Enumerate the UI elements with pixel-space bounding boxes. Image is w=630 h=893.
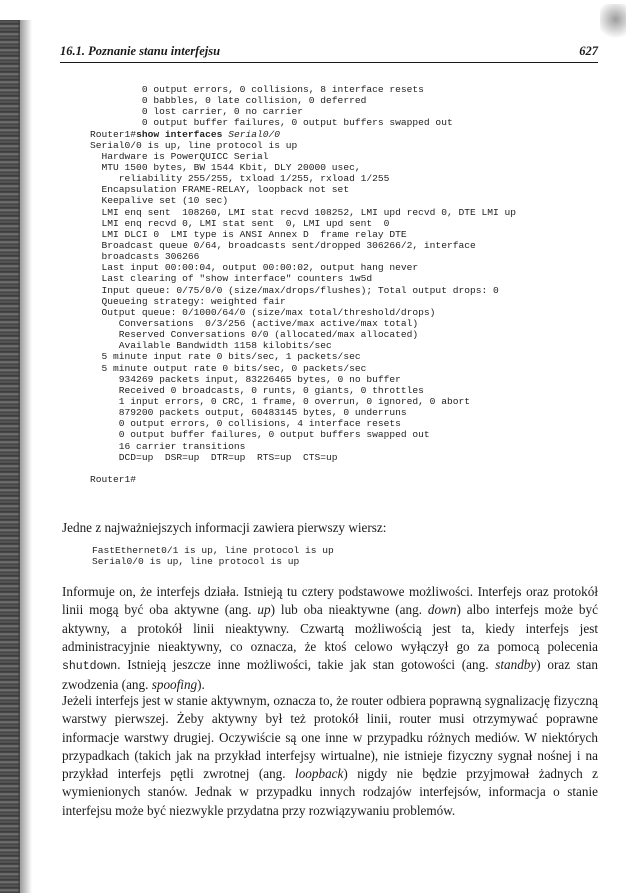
- code-segment: reliability 255/255, txload 1/255, rxload 1/255: [90, 173, 390, 185]
- code-segment: LMI enq recvd 0, LMI stat sent 0, LMI upd sent 0: [90, 217, 390, 229]
- code-line: [90, 117, 610, 128]
- code-segment: Queueing strategy: weighted fair: [90, 295, 286, 307]
- code-line: [90, 195, 610, 206]
- paragraph-interface-states: [62, 583, 598, 695]
- code-segment: Hardware is PowerQUICC Serial: [90, 150, 269, 162]
- code-line: [90, 329, 610, 340]
- code-line: [90, 95, 610, 106]
- code-line: [90, 452, 610, 463]
- code-line: [90, 173, 610, 184]
- code-segment: Broadcast queue 0/64, broadcasts sent/dropped 306266/2, interface: [90, 239, 476, 251]
- code-segment: Last clearing of "show interface" counters 1w5d: [90, 273, 373, 285]
- code-segment: Router1#: [90, 128, 137, 140]
- text-run: Informuje on, że interfejs działa. Istnieją tu cztery podstawowe możliwości. Interfejs oraz protokół linii mogą być oba aktywne (ang.: [62, 584, 598, 618]
- emphasis-term: spoofing: [151, 677, 198, 693]
- running-header: [60, 44, 598, 63]
- text-run: ) lub oba nieaktywne (ang.: [270, 602, 428, 618]
- paragraph-active-interface: [62, 692, 598, 820]
- code-segment: broadcasts 306266: [90, 251, 200, 263]
- code-line: [90, 351, 610, 362]
- code-line: [90, 396, 610, 407]
- page-number: 627: [579, 44, 598, 58]
- code-segment: 879200 packets output, 60483145 bytes, 0 underruns: [90, 407, 407, 419]
- code-line: [90, 429, 610, 440]
- code-line: [90, 262, 610, 273]
- text-run: ) nigdy nie będzie przyjmował żadnych z wymienionych stanów. Jednak w przypadku innych rodzajów interfejsów, informacja o stanie interfejsu może być niezwykle przydatna przy rozwiązywaniu problemów.: [62, 766, 598, 818]
- scan-binding-shadow: [18, 20, 32, 893]
- text-run: ) albo interfejs może być aktywny, a protokół linii nieaktywny. Czwartą możliwością jest ta, kiedy interfejs jest administracyjnie nieaktywny, co oznacza, że ktoś celowo wyłączył go za pomocą polecenia: [62, 602, 598, 654]
- code-segment: Output queue: 0/1000/64/0 (size/max total/threshold/drops): [90, 306, 436, 318]
- code-line: [90, 240, 610, 251]
- code-line: [90, 251, 610, 262]
- code-segment: 16 carrier transitions: [90, 440, 246, 452]
- code-segment: 0 output errors, 0 collisions, 4 interface resets: [90, 418, 401, 430]
- code-line: [90, 218, 610, 229]
- code-segment: DCD=up DSR=up DTR=up RTS=up CTS=up: [90, 451, 338, 463]
- code-line: [90, 441, 610, 452]
- code-segment: Reserved Conversations 0/0 (allocated/max allocated): [90, 329, 419, 341]
- code-line: FastEthernet0/1 is up, line protocol is up: [92, 545, 334, 556]
- scan-binding-edge: [0, 20, 20, 893]
- code-line: [90, 207, 610, 218]
- code-segment: 934269 packets input, 83226465 bytes, 0 no buffer: [90, 373, 401, 385]
- code-line: [90, 474, 610, 485]
- code-line: [90, 285, 610, 296]
- text-run: ).: [197, 677, 205, 693]
- code-line: [90, 418, 610, 429]
- code-segment: 0 babbles, 0 late collision, 0 deferred: [90, 95, 367, 107]
- code-segment: LMI enq sent 108260, LMI stat recvd 108252, LMI upd recvd 0, DTE LMI up: [90, 206, 517, 218]
- code-line: Serial0/0 is up, line protocol is up: [92, 556, 300, 568]
- code-line: [90, 273, 610, 284]
- text-run: Jeżeli interfejs jest w stanie aktywnym, oznacza to, że router odbiera poprawną sygnalizację fizyczną warstwy pierwszej. Żeby aktywny był też protokół linii, router musi otrzymywać poprawne informacje warstwy drugiej. Oczywiście są one inne w przypadku różnych mediów. W niektórych przypadkach (takich jak na przykład interfejsy wirtualne), nie istnieje fizyczny sygnał nośnej i na przykład interfejs pętli zwrotnej (ang.: [62, 693, 598, 782]
- code-line: [90, 184, 610, 195]
- code-line: [90, 84, 610, 95]
- code-segment: Serial0/0 is up, line protocol is up: [90, 139, 298, 151]
- code-line: [90, 106, 610, 117]
- code-line: [90, 340, 610, 351]
- scan-corner-smudge: [600, 4, 626, 42]
- code-segment: show interfaces: [136, 128, 229, 140]
- code-segment: Router1#: [90, 473, 137, 485]
- code-line: [90, 363, 610, 374]
- code-segment: Input queue: 0/75/0/0 (size/max/drops/flushes); Total output drops: 0: [90, 284, 499, 296]
- code-segment: 5 minute output rate 0 bits/sec, 0 packets/sec: [90, 362, 367, 374]
- emphasis-term: loopback: [295, 766, 344, 782]
- code-line: [90, 407, 610, 418]
- code-line: [90, 151, 610, 162]
- code-line: [90, 129, 610, 140]
- code-segment: Last input 00:00:04, output 00:00:02, output hang never: [90, 262, 419, 274]
- code-segment: LMI DLCI 0 LMI type is ANSI Annex D frame relay DTE: [90, 228, 407, 240]
- text-run: . Istnieją jeszcze inne możliwości, takie jak stan gotowości (ang.: [117, 657, 496, 673]
- text-run: ) oraz stan zwodzenia (ang.: [62, 657, 598, 693]
- code-line: [90, 162, 610, 173]
- code-segment: Serial0/0: [228, 128, 281, 140]
- code-line: [90, 385, 610, 396]
- inline-command: shutdown: [62, 660, 118, 674]
- code-line: [90, 463, 610, 474]
- code-segment: Encapsulation FRAME-RELAY, loopback not set: [90, 184, 350, 196]
- code-line: [90, 374, 610, 385]
- code-segment: Available Bandwidth 1158 kilobits/sec: [90, 340, 332, 352]
- code-segment: Keepalive set (10 sec): [90, 195, 229, 207]
- code-segment: 0 output buffer failures, 0 output buffers swapped out: [90, 117, 453, 129]
- code-line: [90, 296, 610, 307]
- code-segment: MTU 1500 bytes, BW 1544 Kbit, DLY 20000 usec,: [90, 161, 361, 173]
- code-segment: Conversations 0/3/256 (active/max active/max total): [90, 317, 419, 329]
- code-line: [90, 140, 610, 151]
- code-line: [90, 229, 610, 240]
- code-segment: 0 lost carrier, 0 no carrier: [90, 106, 304, 118]
- emphasis-term: up: [257, 602, 271, 618]
- router-output-code-block: [90, 84, 610, 485]
- emphasis-term: standby: [495, 657, 537, 673]
- code-segment: Received 0 broadcasts, 0 runts, 0 giants, 0 throttles: [90, 384, 424, 396]
- code-segment: 5 minute input rate 0 bits/sec, 1 packets/sec: [90, 351, 361, 363]
- intro-sentence: Jedne z najważniejszych informacji zawiera pierwszy wiersz:: [62, 520, 387, 535]
- interface-status-code-block: [92, 545, 612, 567]
- emphasis-term: down: [427, 602, 457, 618]
- code-segment: 1 input errors, 0 CRC, 1 frame, 0 overrun, 0 ignored, 0 abort: [90, 395, 470, 407]
- chapter-title: 16.1. Poznanie stanu interfejsu: [60, 44, 221, 58]
- code-line: [90, 307, 610, 318]
- code-line: [90, 318, 610, 329]
- code-segment: 0 output errors, 0 collisions, 8 interface resets: [90, 84, 424, 95]
- code-segment: 0 output buffer failures, 0 output buffers swapped out: [90, 429, 430, 441]
